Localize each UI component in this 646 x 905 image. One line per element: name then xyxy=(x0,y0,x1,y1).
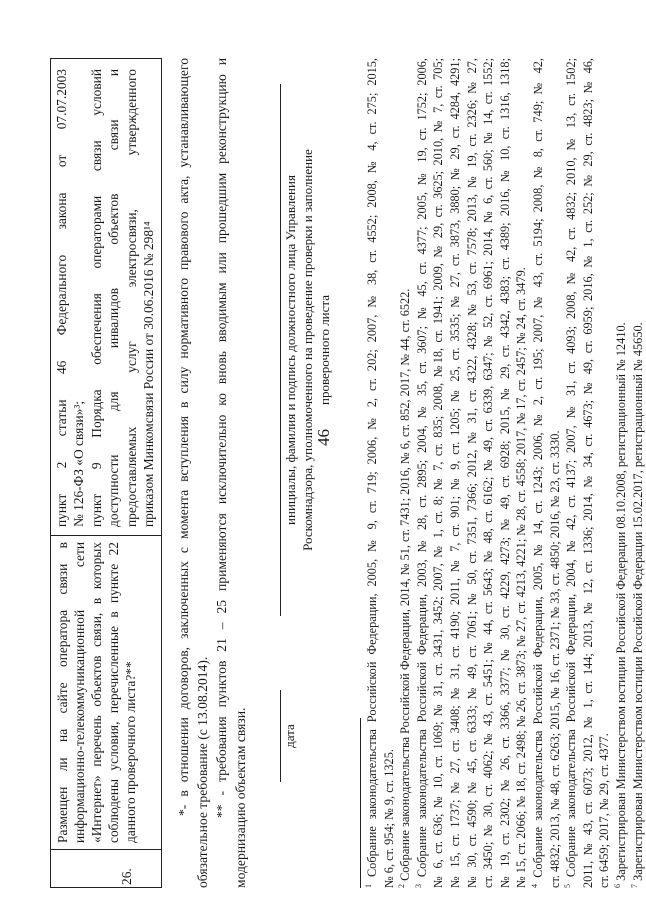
footnote-line: $^2$ Собрание законодательства Российской Федерации, 2014, № 51, ст. 7431; 2016, № 6, ст. 852, 2017, № 44, ст. 6522. xyxy=(397,288,413,888)
footnote-line: № 6, ст. 954; № 9, ст. 1325. xyxy=(381,749,396,888)
footnote-separator xyxy=(360,718,361,888)
footnote-line: $^6$ Зарегистрирован Министерством юстиции Российской Федерации 08.10.2008, регистрационный № 12410. xyxy=(612,322,628,888)
footnote-line: $^1$ Собрание законодательства Российской Федерации, 2005, № 9, ст. 719; 2006, № 2, ст. 202; 2007, № 38, ст. 4552; 2008, № 4, ст. 275; 2015, xyxy=(363,58,379,888)
footnote-line: № 6, ст. 636; № 10, ст. 1069; № 31, ст. 3431, 3452; 2007, № 1, ст. 8; № 7, ст. 835; 2008, №18, ст. 1941; 2009, № 29, ст. 3625; 2010, № 7, ст. 705; xyxy=(431,58,446,888)
date-line xyxy=(280,690,281,782)
reference-line: приказом Минкомсвязи России от 30.06.2016 № 298¹⁴ xyxy=(141,221,157,527)
footnote xyxy=(630,58,646,888)
reference-line: пункт 9 Порядка обеспечения операторами связи условий xyxy=(88,69,104,527)
footnote-line: $^5$ Собрание законодательства Российской Федерации, 2004, № 42, ст. 4137; 2007, № 31, ст. 4093; 2008, № 42, ст. 4832; 2010, № 13, ст. 1502; xyxy=(563,57,579,888)
note-contracts: *- в отношении договоров, заключенных с момента вступления в силу нормативного правового акта, устанавливающего обязательное требование (с 13.08.2014). xyxy=(176,58,210,888)
footnote xyxy=(364,58,397,888)
footnote-line: ст. 6459; 2017, № 29, ст. 4377. xyxy=(597,733,612,888)
footnote-mark: 1 xyxy=(363,884,373,888)
footnote-mark: 5 xyxy=(563,884,573,888)
notes-block xyxy=(174,58,250,888)
footnote-line: ст. 3450; № 30, ст. 4062; № 43, ст. 5451; № 44, ст. 5643; № 48, ст. 6162; № 49, ст. 6339, 6347; № 52, ст. 6961; 2014, № 6, ст. 560; № 14, ст. 1552; xyxy=(481,58,496,888)
signature-line xyxy=(280,84,281,616)
footnote-line: 2011, № 43, ст. 6073; 2012, № 1, ст. 144; 2013, № 12, ст. 1336; 2014, № 34, ст. 4673; № 49, ст. 6959; 2016, № 1, ст. 252; № 29, ст. 4823; № 46, xyxy=(580,58,595,888)
note-requirements: ** - требования пунктов 21 – 25 применяются исключительно ко вновь вводимым или прошедшим реконструкцию и модернизацию объектам связи. xyxy=(214,58,248,888)
footnote xyxy=(414,58,530,888)
footnote-line: № 15, ст. 2066; № 18, ст. 2498; № 26, ст. 3873; № 27, ст. 4213, 4221; № 28, ст. 4558; 2017, № 17, ст. 2457; № 24, ст. 3479. xyxy=(514,267,529,888)
footnote-line: $^3$ Собрание законодательства Российской Федерации, 2003, № 28, ст. 2895; 2004, № 35, ст. 3607; № 45, ст. 4377; 2005, № 19, ст. 1752; 2006, xyxy=(413,57,429,888)
row-number: 26. xyxy=(119,868,134,885)
footnote-mark: 6 xyxy=(612,884,622,888)
question-cell xyxy=(51,535,161,849)
footnote-mark: 2 xyxy=(397,884,407,888)
row-number-cell xyxy=(51,849,161,887)
footnote-line: ст. 4832; 2013, № 48, ст. 6263; 2015, № 16, ст. 2371; № 33, ст. 4850; 2016, № 23, ст. 3330. xyxy=(547,430,562,888)
question-line: соблюдены условия, перечисленные в пункте 22 xyxy=(106,542,121,843)
reference-line: доступности для инвалидов объектов связи и xyxy=(106,69,122,527)
footnote-mark: 4 xyxy=(529,884,539,888)
reference-line: № 126-ФЗ «О связи»³; xyxy=(71,400,87,527)
question-line: Размещен ли на сайте оператора связи в xyxy=(55,542,70,843)
footnote xyxy=(563,58,613,888)
checklist-table-row xyxy=(50,58,162,888)
question-line: информационно-телекоммуникационной сети xyxy=(72,542,87,843)
footnote-line: $^7$ Зарегистрирован Министерством юстиции Российской Федерации 15.02.2017, регистрационный № 45650. xyxy=(629,322,645,888)
footnote-line: № 30, ст. 4590; № 45, ст. 6333; № 49, ст. 7061; № 50, ст. 7351, 7366; 2012, № 31, ст. 4322, 4328; № 53, ст. 7578; 2013, № 19, ст. 2326; № 27, xyxy=(464,58,479,888)
question-line: данного проверочного листа?** xyxy=(123,661,138,843)
signer-caption-line: проверочного листа xyxy=(317,294,332,406)
footnote-line: № 15, ст. 1737; № 27, ст. 3408; № 31, ст. 4190; 2011, № 7, ст. 901; № 9, ст. 1205; № 25, ст. 3535; № 27, ст. 3873, 3880; № 29, ст. 4284, 4291; xyxy=(447,58,462,888)
rotated-page-content xyxy=(50,8,645,888)
reference-line: пункт 2 статьи 46 Федерального закона от 07.07.2003 xyxy=(54,69,69,527)
footnote-mark: 3 xyxy=(413,884,423,888)
signer-caption-line: инициалы, фамилия и подпись должностного лица Управления xyxy=(283,175,298,525)
footnotes-block xyxy=(364,58,646,888)
legal-reference-cell xyxy=(51,61,161,535)
page-number: 46 xyxy=(314,429,333,446)
footnote-mark: 7 xyxy=(629,884,639,888)
signer-caption-line: Роскомнадзора, уполномоченного на проведение проверки и заполнение xyxy=(300,149,315,551)
footnote xyxy=(530,58,563,888)
question-line: «Интернет» перечень объектов связи, в которых xyxy=(89,542,104,843)
reference-line: предоставляемых услуг электросвязи, утвержденного xyxy=(123,69,139,527)
footnote-line: $^4$ Собрание законодательства Российской Федерации, 2005, № 14, ст. 1243; 2006, № 2, ст. 195; 2007, № 43, ст. 5194; 2008, № 8, ст. 749; № 42, xyxy=(529,58,545,888)
footnote xyxy=(613,58,630,888)
footnote xyxy=(397,58,414,888)
signer-caption xyxy=(282,84,333,616)
date-label: дата xyxy=(282,724,297,748)
signature-block xyxy=(252,58,342,888)
footnote-line: № 19, ст. 2302; № 26, ст. 3366, 3377; № 30, ст. 4229, 4273; № 49, ст. 6928; 2015, № 29, ст. 4342, 4383; ст. 4389; 2016, № 10, ст. 1316, 1318; xyxy=(497,58,512,888)
